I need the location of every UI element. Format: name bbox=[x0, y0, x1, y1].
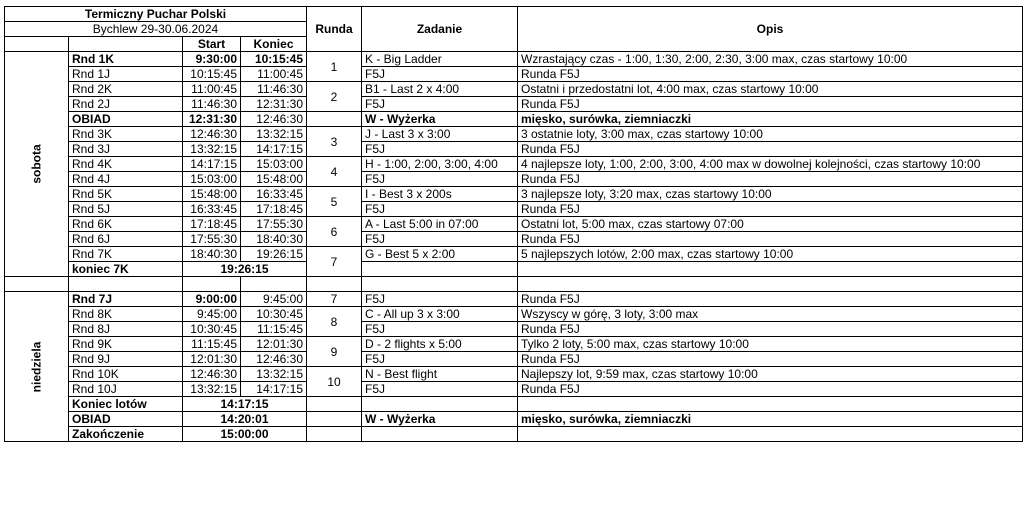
closing-time: 15:00:00 bbox=[183, 427, 307, 442]
start-time: 12:46:30 bbox=[183, 127, 241, 142]
description-cell: Runda F5J bbox=[518, 202, 1023, 217]
round-name: Rnd 9K bbox=[69, 337, 183, 352]
blank-cell bbox=[307, 412, 362, 427]
blank-cell bbox=[307, 112, 362, 127]
end-time: 19:26:15 bbox=[241, 247, 307, 262]
end-time: 12:46:30 bbox=[241, 352, 307, 367]
blank-cell bbox=[362, 262, 518, 277]
round-number: 10 bbox=[307, 367, 362, 397]
end-time: 13:32:15 bbox=[241, 367, 307, 382]
round-number: 6 bbox=[307, 217, 362, 247]
round-number: 5 bbox=[307, 187, 362, 217]
description-cell: Ostatni i przedostatni lot, 4:00 max, czas startowy 10:00 bbox=[518, 82, 1023, 97]
day-label-sunday bbox=[5, 292, 69, 442]
start-time: 11:46:30 bbox=[183, 97, 241, 112]
task-cell: F5J bbox=[362, 232, 518, 247]
start-time: 16:33:45 bbox=[183, 202, 241, 217]
task-cell: K - Big Ladder bbox=[362, 52, 518, 67]
round-name: Rnd 7J bbox=[69, 292, 183, 307]
start-time: 12:46:30 bbox=[183, 367, 241, 382]
end-time: 12:31:30 bbox=[241, 97, 307, 112]
description-cell: Runda F5J bbox=[518, 142, 1023, 157]
description-cell: Runda F5J bbox=[518, 172, 1023, 187]
task-cell: F5J bbox=[362, 352, 518, 367]
blank-cell bbox=[307, 397, 362, 412]
end-time: 17:55:30 bbox=[241, 217, 307, 232]
end-time: 15:48:00 bbox=[241, 172, 307, 187]
round-number: 8 bbox=[307, 307, 362, 337]
round-name: Rnd 6K bbox=[69, 217, 183, 232]
separator-cell bbox=[518, 277, 1023, 292]
round-number: 3 bbox=[307, 127, 362, 157]
start-time: 14:17:15 bbox=[183, 157, 241, 172]
task-cell: G - Best 5 x 2:00 bbox=[362, 247, 518, 262]
col-header-runda: Runda bbox=[307, 7, 362, 52]
round-name: Rnd 8K bbox=[69, 307, 183, 322]
round-name: Rnd 7K bbox=[69, 247, 183, 262]
day-label-text: niedziela bbox=[29, 341, 44, 392]
end-time: 11:46:30 bbox=[241, 82, 307, 97]
separator-cell bbox=[307, 277, 362, 292]
separator-cell bbox=[69, 277, 183, 292]
event-subtitle: Bychlew 29-30.06.2024 bbox=[5, 22, 307, 37]
task-cell: N - Best flight bbox=[362, 367, 518, 382]
task-cell: C - All up 3 x 3:00 bbox=[362, 307, 518, 322]
end-time: 15:03:00 bbox=[241, 157, 307, 172]
task-cell: F5J bbox=[362, 172, 518, 187]
round-name: Rnd 2K bbox=[69, 82, 183, 97]
lunch-label: OBIAD bbox=[69, 112, 183, 127]
task-cell: D - 2 flights x 5:00 bbox=[362, 337, 518, 352]
round-name: Rnd 4K bbox=[69, 157, 183, 172]
description-cell: Wszyscy w górę, 3 loty, 3:00 max bbox=[518, 307, 1023, 322]
col-header-koniec: Koniec bbox=[241, 37, 307, 52]
blank-cell bbox=[69, 37, 183, 52]
description-cell: Runda F5J bbox=[518, 97, 1023, 112]
round-name: Rnd 10K bbox=[69, 367, 183, 382]
round-number: 7 bbox=[307, 247, 362, 277]
end-time: 11:00:45 bbox=[241, 67, 307, 82]
col-header-opis: Opis bbox=[518, 7, 1023, 52]
round-name: Rnd 3J bbox=[69, 142, 183, 157]
round-number: 1 bbox=[307, 52, 362, 82]
description-cell: mięsko, surówka, ziemniaczki bbox=[518, 112, 1023, 127]
separator-cell bbox=[362, 277, 518, 292]
blank-cell bbox=[518, 262, 1023, 277]
task-cell: F5J bbox=[362, 97, 518, 112]
start-time: 17:18:45 bbox=[183, 217, 241, 232]
round-number: 2 bbox=[307, 82, 362, 112]
separator-cell bbox=[241, 277, 307, 292]
task-cell: I - Best 3 x 200s bbox=[362, 187, 518, 202]
start-time: 9:45:00 bbox=[183, 307, 241, 322]
end-time: 16:33:45 bbox=[241, 187, 307, 202]
round-name: Rnd 5J bbox=[69, 202, 183, 217]
round-number: 4 bbox=[307, 157, 362, 187]
separator-cell bbox=[5, 277, 69, 292]
task-cell: H - 1:00, 2:00, 3:00, 4:00 bbox=[362, 157, 518, 172]
description-cell: Najlepszy lot, 9:59 max, czas startowy 10:00 bbox=[518, 367, 1023, 382]
start-time: 13:32:15 bbox=[183, 382, 241, 397]
blank-cell bbox=[518, 397, 1023, 412]
start-time: 12:01:30 bbox=[183, 352, 241, 367]
description-cell: mięsko, surówka, ziemniaczki bbox=[518, 412, 1023, 427]
blank-cell bbox=[518, 427, 1023, 442]
round-name: Rnd 2J bbox=[69, 97, 183, 112]
closing-label: Zakończenie bbox=[69, 427, 183, 442]
task-cell: F5J bbox=[362, 67, 518, 82]
description-cell: Wzrastający czas - 1:00, 1:30, 2:00, 2:30, 3:00 max, czas startowy 10:00 bbox=[518, 52, 1023, 67]
end-time: 12:01:30 bbox=[241, 337, 307, 352]
round-number: 9 bbox=[307, 337, 362, 367]
task-cell: F5J bbox=[362, 322, 518, 337]
round-name: Rnd 6J bbox=[69, 232, 183, 247]
day-end-label: koniec 7K bbox=[69, 262, 183, 277]
description-cell: 4 najlepsze loty, 1:00, 2:00, 3:00, 4:00 max w dowolnej kolejności, czas startowy 10:00 bbox=[518, 157, 1023, 172]
end-time: 13:32:15 bbox=[241, 127, 307, 142]
description-cell: Runda F5J bbox=[518, 232, 1023, 247]
blank-cell bbox=[307, 427, 362, 442]
end-time: 10:30:45 bbox=[241, 307, 307, 322]
description-cell: Runda F5J bbox=[518, 292, 1023, 307]
start-time: 12:31:30 bbox=[183, 112, 241, 127]
blank-cell bbox=[362, 397, 518, 412]
round-name: Rnd 3K bbox=[69, 127, 183, 142]
end-time: 9:45:00 bbox=[241, 292, 307, 307]
start-time: 18:40:30 bbox=[183, 247, 241, 262]
description-cell: 3 najlepsze loty, 3:20 max, czas startowy 10:00 bbox=[518, 187, 1023, 202]
end-time: 17:18:45 bbox=[241, 202, 307, 217]
description-cell: Runda F5J bbox=[518, 382, 1023, 397]
description-cell: 5 najlepszych lotów, 2:00 max, czas startowy 10:00 bbox=[518, 247, 1023, 262]
day-end-time: 19:26:15 bbox=[183, 262, 307, 277]
schedule-table bbox=[4, 6, 1023, 442]
description-cell: Ostatni lot, 5:00 max, czas startowy 07:00 bbox=[518, 217, 1023, 232]
start-time: 9:30:00 bbox=[183, 52, 241, 67]
start-time: 15:48:00 bbox=[183, 187, 241, 202]
round-name: Rnd 1J bbox=[69, 67, 183, 82]
day-label-saturday bbox=[5, 52, 69, 277]
task-cell: W - Wyżerka bbox=[362, 112, 518, 127]
round-name: Rnd 1K bbox=[69, 52, 183, 67]
task-cell: B1 - Last 2 x 4:00 bbox=[362, 82, 518, 97]
task-cell: J - Last 3 x 3:00 bbox=[362, 127, 518, 142]
round-name: Rnd 9J bbox=[69, 352, 183, 367]
end-time: 11:15:45 bbox=[241, 322, 307, 337]
start-time: 17:55:30 bbox=[183, 232, 241, 247]
start-time: 15:03:00 bbox=[183, 172, 241, 187]
blank-cell bbox=[362, 427, 518, 442]
task-cell: F5J bbox=[362, 142, 518, 157]
day-label-text: sobota bbox=[29, 144, 44, 184]
round-number: 7 bbox=[307, 292, 362, 307]
blank-cell bbox=[5, 37, 69, 52]
task-cell: F5J bbox=[362, 382, 518, 397]
separator-cell bbox=[183, 277, 241, 292]
description-cell: 3 ostatnie loty, 3:00 max, czas startowy 10:00 bbox=[518, 127, 1023, 142]
flights-end-label: Koniec lotów bbox=[69, 397, 183, 412]
task-cell: W - Wyżerka bbox=[362, 412, 518, 427]
start-time: 9:00:00 bbox=[183, 292, 241, 307]
end-time: 10:15:45 bbox=[241, 52, 307, 67]
flights-end-time: 14:17:15 bbox=[183, 397, 307, 412]
description-cell: Runda F5J bbox=[518, 322, 1023, 337]
end-time: 18:40:30 bbox=[241, 232, 307, 247]
start-time: 13:32:15 bbox=[183, 142, 241, 157]
start-time: 11:00:45 bbox=[183, 82, 241, 97]
col-header-start: Start bbox=[183, 37, 241, 52]
round-name: Rnd 4J bbox=[69, 172, 183, 187]
start-time: 10:15:45 bbox=[183, 67, 241, 82]
round-name: Rnd 10J bbox=[69, 382, 183, 397]
round-name: Rnd 5K bbox=[69, 187, 183, 202]
round-name: Rnd 8J bbox=[69, 322, 183, 337]
start-time: 11:15:45 bbox=[183, 337, 241, 352]
description-cell: Runda F5J bbox=[518, 67, 1023, 82]
task-cell: A - Last 5:00 in 07:00 bbox=[362, 217, 518, 232]
description-cell: Tylko 2 loty, 5:00 max, czas startowy 10:00 bbox=[518, 337, 1023, 352]
description-cell: Runda F5J bbox=[518, 352, 1023, 367]
col-header-zadanie: Zadanie bbox=[362, 7, 518, 52]
task-cell: F5J bbox=[362, 202, 518, 217]
event-title: Termiczny Puchar Polski bbox=[5, 7, 307, 22]
lunch-label: OBIAD bbox=[69, 412, 183, 427]
lunch-time: 14:20:01 bbox=[183, 412, 307, 427]
start-time: 10:30:45 bbox=[183, 322, 241, 337]
end-time: 14:17:15 bbox=[241, 382, 307, 397]
task-cell: F5J bbox=[362, 292, 518, 307]
end-time: 14:17:15 bbox=[241, 142, 307, 157]
end-time: 12:46:30 bbox=[241, 112, 307, 127]
